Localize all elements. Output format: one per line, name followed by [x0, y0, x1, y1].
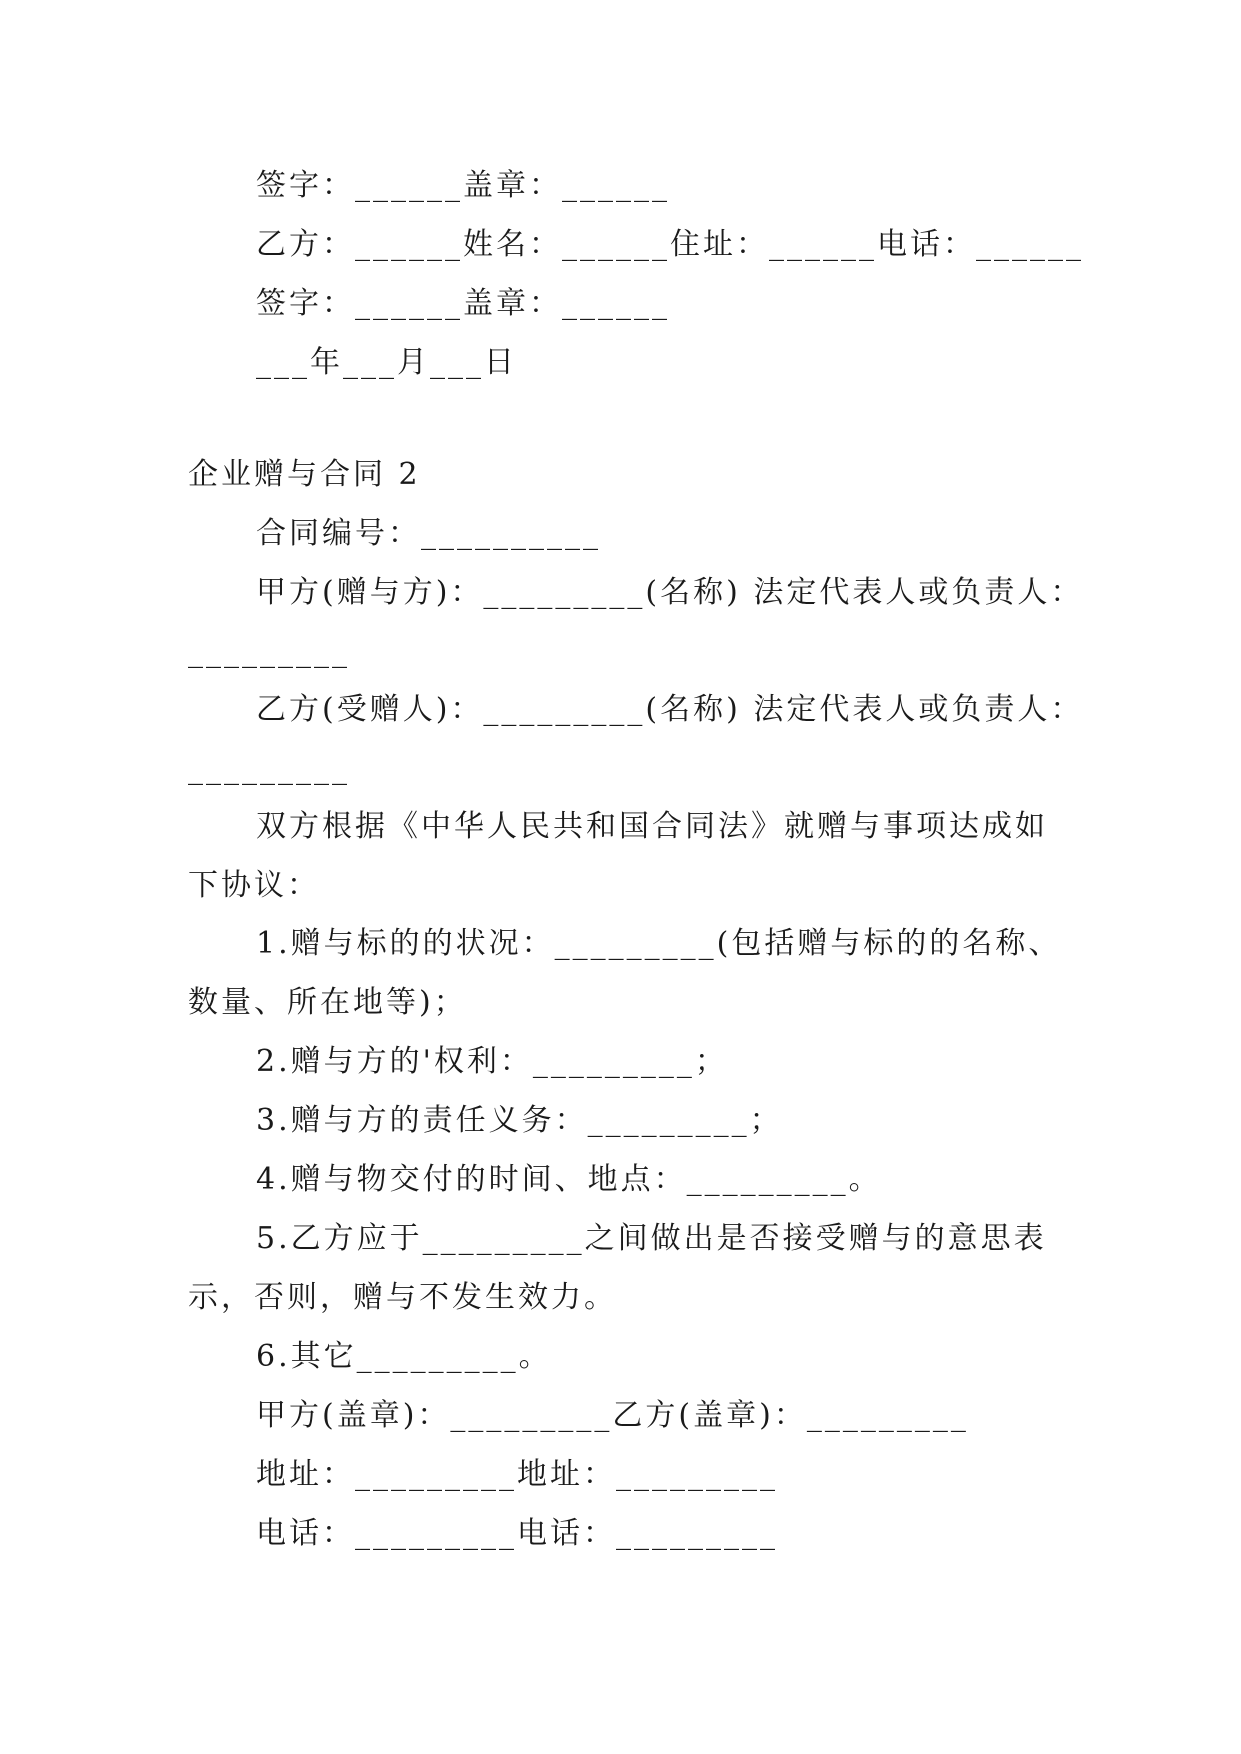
clause-5-line-1: 5.乙方应于_________之间做出是否接受赠与的意思表: [256, 1221, 1047, 1256]
clause-3: 3.赠与方的责任义务：_________；: [256, 1103, 783, 1138]
clause-5-line-2: 示，否则，赠与不发生效力。: [188, 1280, 617, 1315]
clause-1-line-1: 1.赠与标的的状况：_________(包括赠与标的的名称、: [256, 926, 1062, 961]
clause-6: 6.其它_________。: [256, 1339, 552, 1374]
address-line: 地址：_________地址：_________: [256, 1457, 778, 1492]
clause-4: 4.赠与物交付的时间、地点：_________。: [256, 1162, 882, 1197]
date-line: ___年___月___日: [256, 345, 517, 380]
phone-line: 电话：_________电话：_________: [256, 1516, 778, 1551]
party-b-representative-blank: _________: [188, 751, 350, 786]
sign-line-b: 签字：______盖章：______: [256, 286, 670, 321]
clause-2: 2.赠与方的'权利：_________；: [256, 1044, 728, 1079]
document-title: 企业赠与合同 2: [188, 457, 421, 492]
party-a-representative-blank: _________: [188, 634, 350, 669]
agreement-intro-line-2: 下协议：: [188, 868, 320, 903]
agreement-intro-line-1: 双方根据《中华人民共和国合同法》就赠与事项达成如: [256, 809, 1048, 844]
seal-line: 甲方(盖章)：_________乙方(盖章)：_________: [256, 1398, 969, 1433]
sign-line-a: 签字：______盖章：______: [256, 168, 670, 203]
party-b-line: 乙方(受赠人)：_________(名称) 法定代表人或负责人：: [256, 692, 1084, 727]
contract-number-line: 合同编号：__________: [256, 516, 601, 551]
clause-1-line-2: 数量、所在地等)；: [188, 985, 467, 1020]
party-a-line: 甲方(赠与方)：_________(名称) 法定代表人或负责人：: [256, 575, 1084, 610]
party-b-info-line: 乙方：______姓名：______住址：______电话：______: [256, 227, 1084, 262]
